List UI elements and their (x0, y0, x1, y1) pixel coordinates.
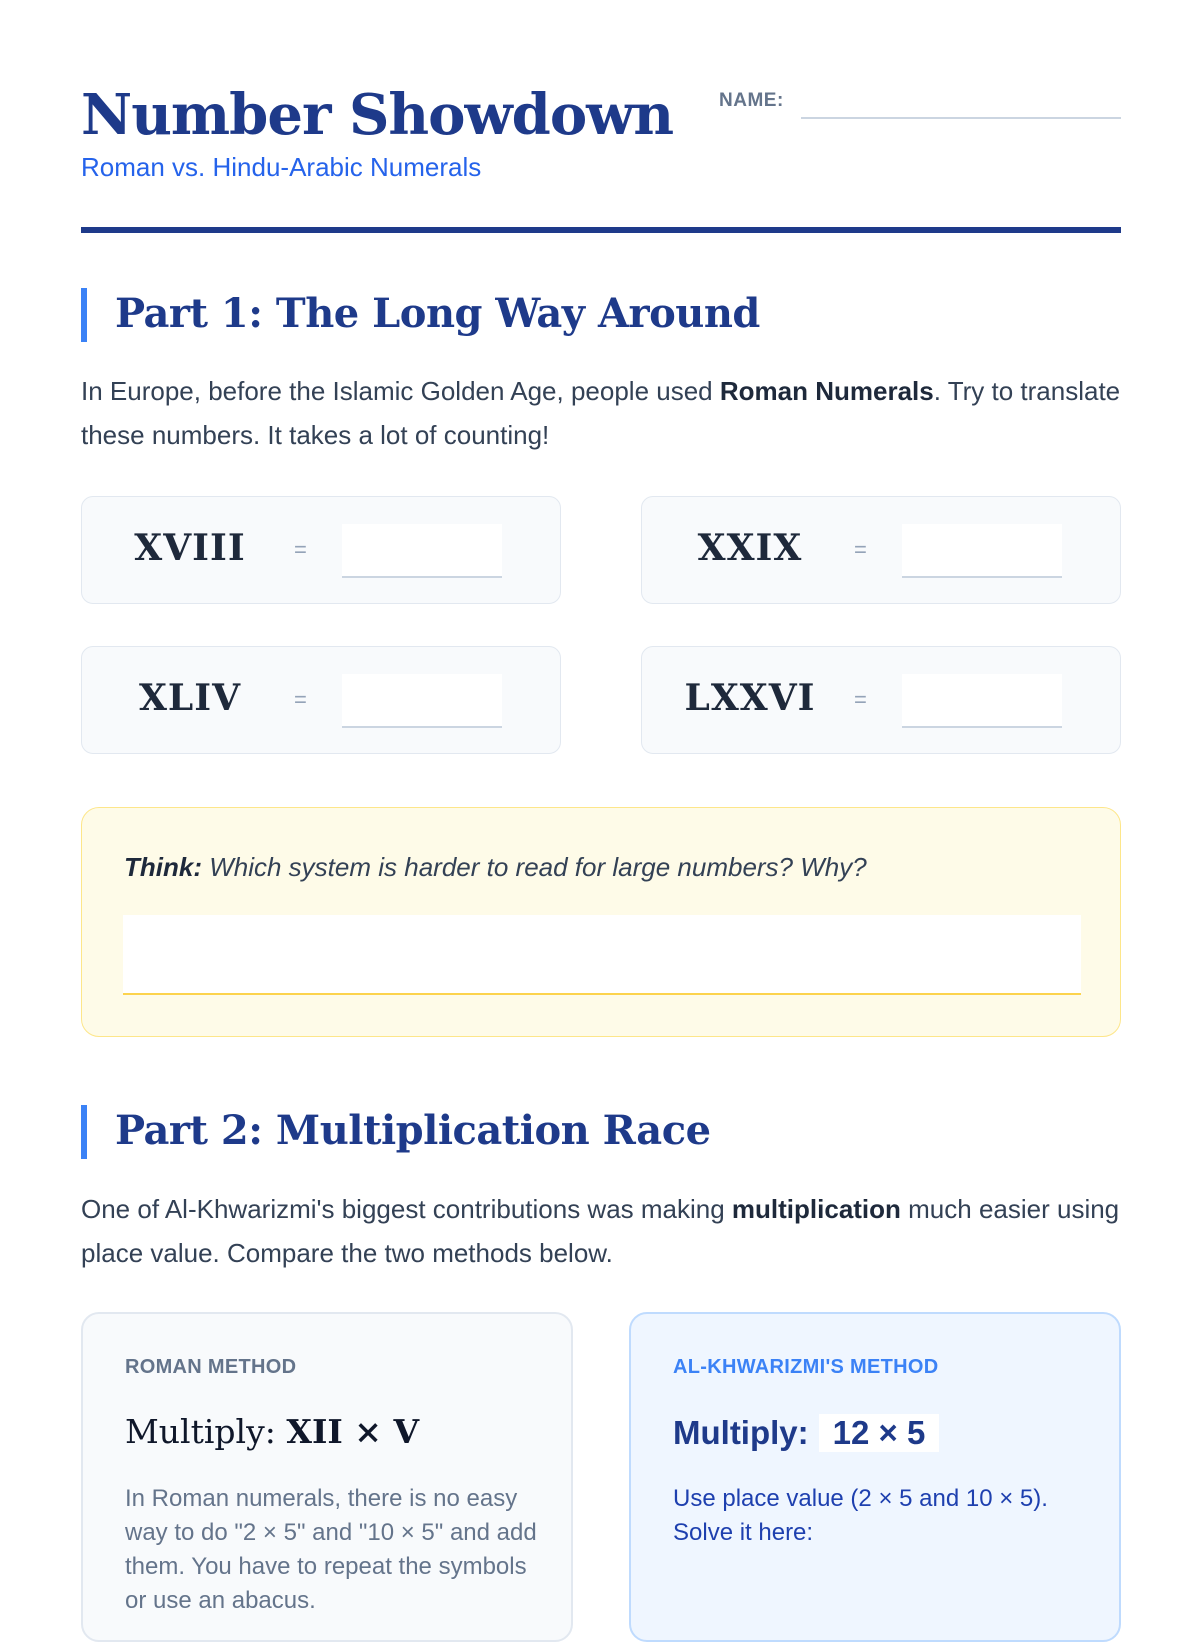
roman-method-card (81, 1312, 573, 1642)
roman-numeral: XXIX (697, 527, 803, 569)
part2-heading (81, 1105, 1121, 1159)
arabic-method-card (629, 1312, 1121, 1642)
numeral-card (81, 496, 561, 604)
name-field[interactable] (801, 117, 1121, 119)
part1-intro-text: In Europe, before the Islamic Golden Age, people used (81, 376, 720, 406)
think-answer-field[interactable] (123, 915, 1081, 995)
numeral-card (641, 646, 1121, 754)
think-box (81, 807, 1121, 1037)
answer-field[interactable] (342, 524, 502, 578)
equals-sign: = (294, 537, 307, 562)
roman-numeral: LXXVI (684, 677, 816, 719)
part1-intro-bold: Roman Numerals (719, 376, 934, 406)
answer-field[interactable] (902, 524, 1062, 578)
roman-numeral: XVIII (134, 527, 246, 569)
page-subtitle: Roman vs. Hindu-Arabic Numerals (81, 152, 482, 182)
problem-expression: XII × V (286, 1412, 420, 1451)
part2-title: Part 2: Multiplication Race (115, 1107, 711, 1154)
think-label: Think: (124, 852, 202, 882)
equals-sign: = (854, 687, 867, 712)
think-prompt (124, 852, 867, 883)
equals-sign: = (294, 687, 307, 712)
answer-field[interactable] (342, 674, 502, 728)
part1-heading (81, 288, 1121, 342)
arabic-method-description: Use place value (2 × 5 and 10 × 5). Solve it here: (673, 1485, 1048, 1546)
page-title: Number Showdown (81, 82, 674, 148)
roman-method-label: ROMAN METHOD (125, 1356, 297, 1378)
name-label: NAME: (719, 90, 784, 111)
think-question: Which system is harder to read for large numbers? Why? (202, 852, 867, 882)
worksheet-header (81, 82, 1121, 232)
part2-intro-bold: multiplication (731, 1194, 901, 1224)
part1-intro-text-end: . Try to translate these numbers. It takes a lot of counting! (81, 376, 1121, 450)
arabic-method-problem (673, 1414, 939, 1452)
problem-expression: 12 × 5 (819, 1414, 940, 1452)
header-divider (81, 227, 1121, 233)
part2-intro (81, 1187, 1121, 1275)
numeral-card (641, 496, 1121, 604)
part1-title: Part 1: The Long Way Around (115, 290, 760, 337)
problem-prefix: Multiply: (673, 1414, 809, 1451)
answer-field[interactable] (902, 674, 1062, 728)
section-accent-bar (81, 288, 87, 342)
part2-intro-text-end: much easier using place value. Compare the two methods below. (81, 1194, 1120, 1268)
roman-method-problem (125, 1412, 419, 1451)
equals-sign: = (854, 537, 867, 562)
roman-numeral: XLIV (138, 677, 241, 719)
arabic-method-label: AL-KHWARIZMI'S METHOD (673, 1356, 939, 1378)
part1-intro (81, 369, 1121, 457)
part2-intro-text: One of Al-Khwarizmi's biggest contributions was making (81, 1194, 732, 1224)
numeral-card (81, 646, 561, 754)
roman-method-description: In Roman numerals, there is no easy way to do "2 × 5" and "10 × 5" and add them. You have to repeat the symbols or use an abacus. (125, 1485, 537, 1614)
section-accent-bar (81, 1105, 87, 1159)
problem-prefix: Multiply: (125, 1412, 287, 1451)
